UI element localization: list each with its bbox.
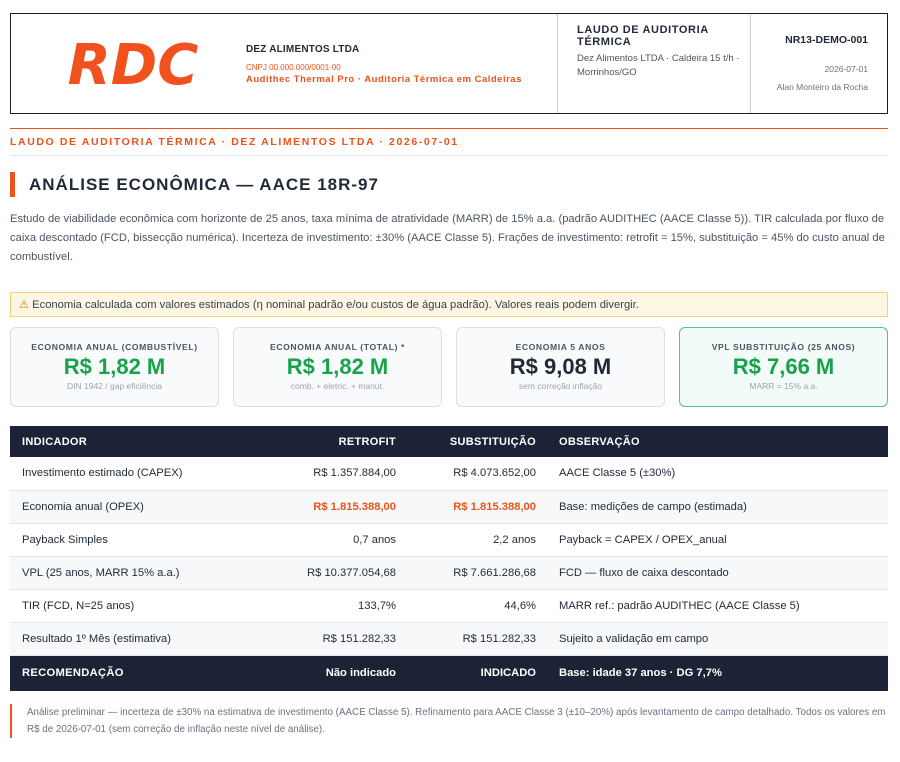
report-header — [10, 13, 888, 114]
cell-indicator: Economia anual (OPEX) — [10, 490, 256, 523]
kpi-label: VPL SUBSTITUIÇÃO (25 ANOS) — [711, 342, 856, 352]
kpi-label: ECONOMIA ANUAL (COMBUSTÍVEL) — [31, 342, 198, 352]
footnote: Análise preliminar — incerteza de ±30% na estimativa de investimento (AACE Classe 5). Refinamento para AACE Classe 3 (±10–20%) após levantamento de campo detalhado. Todos os valores em R$ de 2026-07-01 (sem correção de inflação neste nível de análise). — [10, 704, 888, 738]
running-head: LAUDO DE AUDITORIA TÉRMICA · DEZ ALIMENTOS LTDA · 2026-07-01 — [10, 128, 888, 156]
cell-retrofit: 0,7 anos — [256, 523, 396, 556]
cell-observation: Sujeito a validação em campo — [536, 622, 888, 655]
kpi-label: ECONOMIA 5 ANOS — [515, 342, 606, 352]
warning-text: Economia calculada com valores estimados (η nominal padrão e/ou custos de água padrão). Valores reais podem divergir. — [32, 299, 639, 311]
cell-indicator: VPL (25 anos, MARR 15% a.a.) — [10, 556, 256, 589]
kpi-card-npv-replacement — [679, 327, 888, 407]
company-cnpj: CNPJ 00.000.000/0001-00 — [246, 63, 341, 72]
cell-observation: Payback = CAPEX / OPEX_anual — [536, 523, 888, 556]
table-row — [10, 589, 888, 622]
section-intro: Estudo de viabilidade econômica com horizonte de 25 anos, taxa mínima de atratividade (MARR) de 15% a.a. (padrão AUDITHEC (AACE Classe 5)). TIR calculada por fluxo de caixa descontado (FCD, bissecção numérica). Incerteza de investimento: ±30% (AACE Classe 5). Frações de investimento: retrofit = 15%, substituição = 45% do custo anual de combustível. — [10, 213, 885, 263]
col-header-retrofit: RETROFIT — [256, 426, 396, 457]
cell-indicator: TIR (FCD, N=25 anos) — [10, 589, 256, 622]
cell-indicator: Payback Simples — [10, 523, 256, 556]
recommendation-retrofit: Não indicado — [256, 655, 396, 691]
recommendation-basis: Base: idade 37 anos · DG 7,7% — [536, 655, 888, 691]
cell-replacement: R$ 4.073.652,00 — [396, 457, 536, 490]
recommendation-replacement: INDICADO — [396, 655, 536, 691]
col-header-observation: OBSERVAÇÃO — [536, 426, 888, 457]
kpi-label: ECONOMIA ANUAL (TOTAL) * — [269, 342, 406, 352]
cell-replacement: R$ 7.661.286,68 — [396, 556, 536, 589]
doc-date: 2026-07-01 — [824, 64, 868, 74]
kpi-note: DIN 1942 / gap eficiência — [67, 381, 162, 391]
cell-observation: Base: medições de campo (estimada) — [536, 490, 888, 523]
table-row — [10, 622, 888, 655]
section-title: ANÁLISE ECONÔMICA — AACE 18R-97 — [10, 172, 379, 197]
auditor-name: Alan Monteiro da Rocha — [776, 82, 868, 92]
kpi-note: comb. + eletric. + manut. — [290, 381, 385, 391]
col-header-indicator: INDICADOR — [10, 426, 256, 457]
kpi-card-total-savings — [233, 327, 442, 407]
cell-replacement: R$ 151.282,33 — [396, 622, 536, 655]
kpi-card-5yr-savings — [456, 327, 665, 407]
economic-indicators-table — [10, 426, 888, 691]
doc-code: NR13-DEMO-001 — [785, 34, 868, 46]
kpi-card-fuel-savings — [10, 327, 219, 407]
report-detail: Dez Alimentos LTDA · Caldeira 15 t/h · Morrinhos/GO — [577, 53, 740, 78]
kpi-value: R$ 7,66 M — [732, 354, 835, 379]
cell-indicator: Resultado 1º Mês (estimativa) — [10, 622, 256, 655]
kpi-value: R$ 1,82 M — [286, 354, 389, 379]
cell-retrofit: R$ 151.282,33 — [256, 622, 396, 655]
cell-replacement: R$ 1.815.388,00 — [396, 490, 536, 523]
recommendation-label: RECOMENDAÇÃO — [10, 655, 256, 691]
kpi-value: R$ 1,82 M — [63, 354, 166, 379]
header-report-info — [557, 14, 751, 113]
cell-observation: MARR ref.: padrão AUDITHEC (AACE Classe 5) — [536, 589, 888, 622]
logo-text: RDC — [67, 33, 199, 94]
kpi-value: R$ 9,08 M — [509, 354, 612, 379]
table-row — [10, 523, 888, 556]
company-name: DEZ ALIMENTOS LTDA — [246, 44, 360, 55]
cell-observation: AACE Classe 5 (±30%) — [536, 457, 888, 490]
cell-retrofit: R$ 1.357.884,00 — [256, 457, 396, 490]
table-header-row — [10, 426, 888, 457]
cell-retrofit: 133,7% — [256, 589, 396, 622]
cell-observation: FCD — fluxo de caixa descontado — [536, 556, 888, 589]
header-doc-info — [751, 14, 887, 113]
cell-retrofit: R$ 10.377.054,68 — [256, 556, 396, 589]
header-brand — [11, 14, 557, 113]
warning-banner — [10, 292, 888, 317]
software-name: Audithec Thermal Pro · Auditoria Térmica em Caldeiras — [246, 74, 522, 85]
kpi-note: MARR = 15% a.a. — [749, 381, 818, 391]
kpi-note: sem correção inflação — [518, 381, 603, 391]
cell-indicator: Investimento estimado (CAPEX) — [10, 457, 256, 490]
table-row — [10, 556, 888, 589]
rdc-logo — [31, 34, 235, 94]
cell-replacement: 2,2 anos — [396, 523, 536, 556]
table-row — [10, 490, 888, 523]
warning-triangle-icon: ⚠ — [19, 299, 30, 311]
cell-replacement: 44,6% — [396, 589, 536, 622]
col-header-replacement: SUBSTITUIÇÃO — [396, 426, 536, 457]
recommendation-row — [10, 655, 888, 691]
company-block — [246, 44, 522, 85]
report-title: LAUDO DE AUDITORIA TÉRMICA — [577, 24, 709, 48]
table-row — [10, 457, 888, 490]
cell-retrofit: R$ 1.815.388,00 — [256, 490, 396, 523]
